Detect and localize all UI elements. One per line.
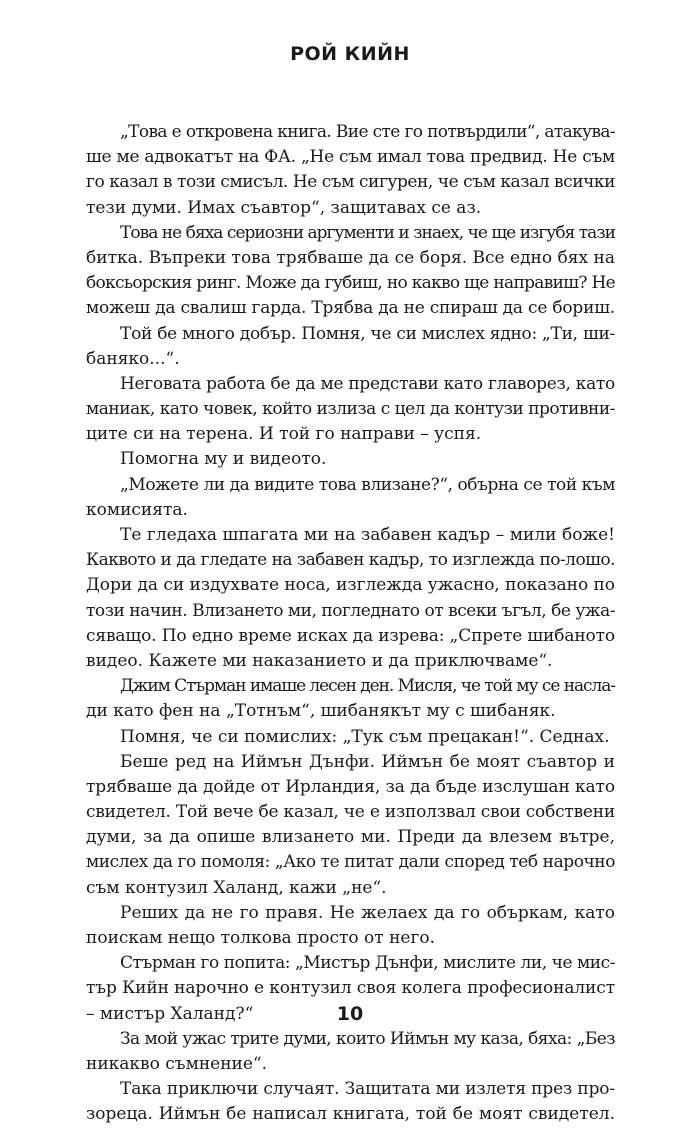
text-line: Стърман го попита: „Мистър Дънфи, мислите ли, че мис- xyxy=(120,953,615,974)
text-line: Неговата работа бе да ме представи като главорез, като xyxy=(120,373,615,394)
text-line: ше ме адвокатът на ФА. „Не съм имал това предвид. Не съм xyxy=(86,147,615,168)
text-line: маниак, като човек, който излиза с цел да контузи противни- xyxy=(86,399,615,420)
text-line: Така приключи случаят. Защитата ми излетя през про- xyxy=(120,1079,615,1100)
text-line: комисията. xyxy=(86,499,188,520)
text-line: думи, за да опише влизането ми. Преди да влезем вътре, xyxy=(86,827,615,848)
text-line: видео. Кажете ми наказанието и да приключваме“. xyxy=(86,650,553,671)
body-text xyxy=(86,120,615,1128)
text-line: зореца. Иймън бе написал книгата, той бе моят свидетел. xyxy=(86,1104,615,1125)
text-line: Каквото и да гледате на забавен кадър, то изглежда по-лошо. xyxy=(86,550,615,571)
text-line: „Можете ли да видите това влизане?“, обърна се той към xyxy=(120,474,615,495)
text-line: сяващо. По едно време исках да изрева: „Спрете шибаното xyxy=(86,625,615,646)
text-line: свидетел. Той вече бе казал, че е използвал свои собствени xyxy=(86,802,615,823)
text-line: ците си на терена. И той го направи – успя. xyxy=(86,424,482,445)
text-line: мислех да го помоля: „Ако те питат дали според теб нарочно xyxy=(86,852,615,873)
text-line: Беше ред на Иймън Дънфи. Иймън бе моят съавтор и xyxy=(120,751,615,772)
text-line: трябваше да дойде от Ирландия, за да бъде изслушан като xyxy=(86,776,615,797)
text-line: ди като фен на „Тотнъм“, шибанякът му с шибаняк. xyxy=(86,701,556,722)
text-line: Това не бяха сериозни аргументи и знаех, че ще изгубя тази xyxy=(120,222,615,243)
text-line: тези думи. Имах съавтор“, защитавах се аз. xyxy=(86,197,482,218)
text-line: битка. Въпреки това трябваше да се боря. Все едно бях на xyxy=(86,247,615,268)
text-line: Той бе много добър. Помня, че си мислех ядно: „Ти, ши- xyxy=(120,323,615,344)
text-line: боксьорския ринг. Може да губиш, но какво ще направиш? Не xyxy=(86,273,615,294)
text-line: Помогна му и видеото. xyxy=(120,449,327,470)
text-line: съм контузил Халанд, кажи „не“. xyxy=(86,877,387,898)
text-line: За мой ужас трите думи, които Иймън му каза, бяха: „Без xyxy=(120,1028,615,1049)
text-line: Дори да си издухвате носа, изглежда ужасно, показано по xyxy=(86,575,615,596)
text-line: Те гледаха шпагата ми на забавен кадър – мили боже! xyxy=(120,525,615,545)
text-line: тър Кийн нарочно е контузил своя колега професионалист xyxy=(86,978,615,999)
text-line: Джим Стърман имаше лесен ден. Мисля, че той му се насла- xyxy=(120,676,615,697)
text-line: го казал в този смисъл. Не съм сигурен, че съм казал всички xyxy=(86,172,615,193)
text-line: „Това е откровена книга. Вие сте го потвърдили“, атакува- xyxy=(120,122,615,142)
running-head-title: РОЙ КИЙН xyxy=(290,43,410,65)
text-line: поискам нещо толкова просто от него. xyxy=(86,928,436,948)
text-line: – мистър Халанд?“ xyxy=(86,1003,254,1024)
text-line: баняко...“. xyxy=(86,348,180,369)
text-line: никакво съмнение“. xyxy=(86,1053,268,1074)
text-line: този начин. Влизането ми, погледнато от всеки ъгъл, бе ужа- xyxy=(86,600,616,621)
text-line: можеш да свалиш гарда. Трябва да не спираш да се бориш. xyxy=(86,298,615,319)
page-number: 10 xyxy=(336,1003,364,1025)
text-line: Помня, че си помислих: „Тук съм прецакан!“. Седнах. xyxy=(120,726,610,747)
text-line: Реших да не го правя. Не желаех да го объркам, като xyxy=(120,902,615,923)
